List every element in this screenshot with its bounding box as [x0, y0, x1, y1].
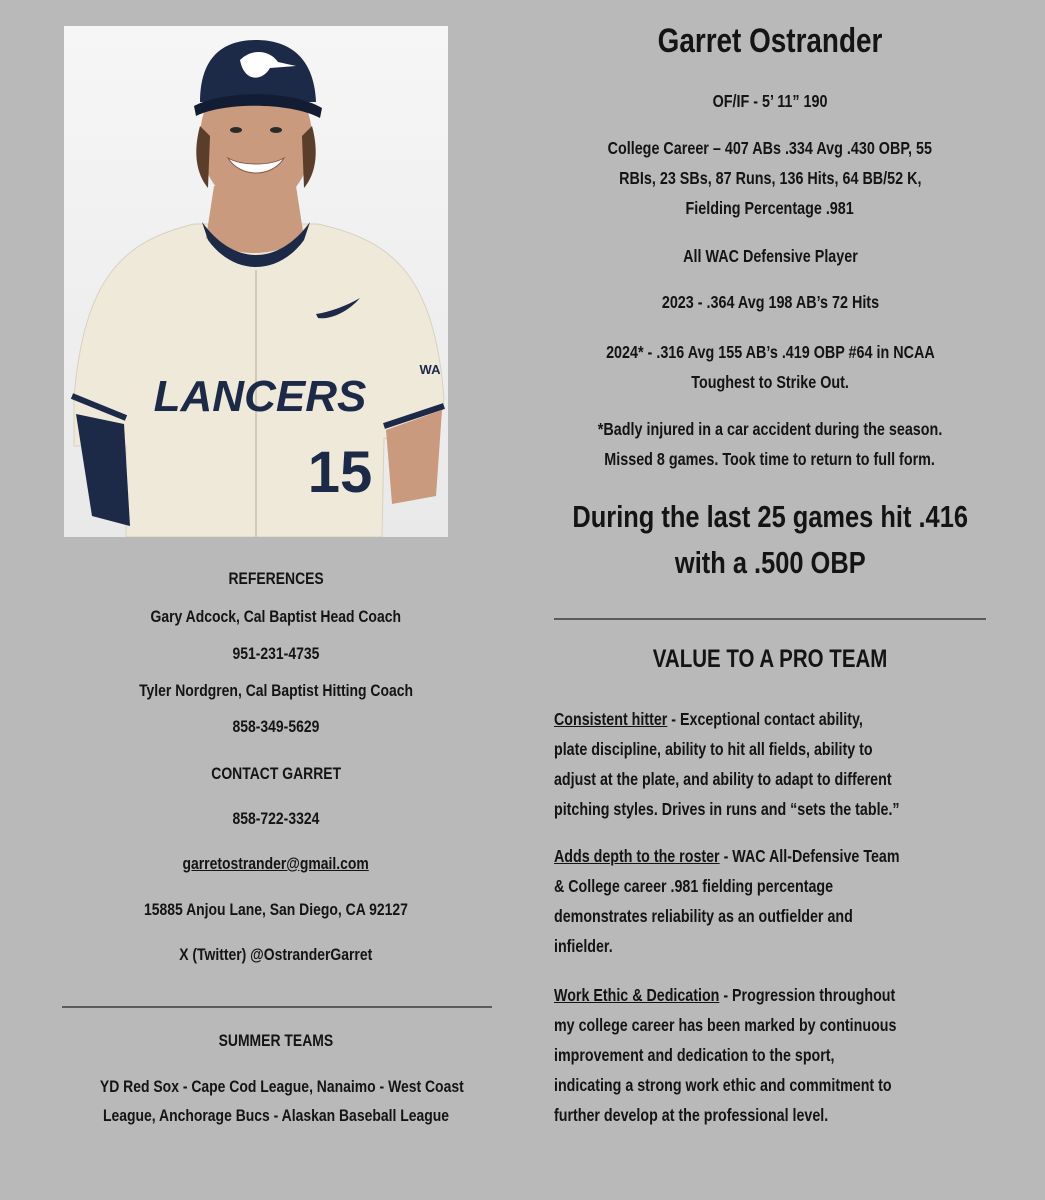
reference-1-name: Gary Adcock, Cal Baptist Head Coach	[150, 607, 402, 626]
value-item-consistent-hitter: Consistent hitter - Exceptional contact ability, plate discipline, ability to hit all fields, ability to adjust at the plate, and ability to adapt to different pitching styles. Drives in runs and “sets the table.”	[554, 709, 900, 819]
reference-2-phone[interactable]: 858-349-5629	[232, 717, 320, 736]
season-2023: 2023 - .364 Avg 198 AB’s 72 Hits	[661, 292, 879, 312]
player-photo-illustration	[64, 26, 448, 537]
divider-left	[62, 1006, 492, 1008]
value-item-roster-depth: Adds depth to the roster - WAC All-Defensive Team & College career .981 fielding percentage demonstrates reliability as an outfielder and infielder.	[554, 846, 900, 956]
career-stats: College Career – 407 ABs .334 Avg .430 OBP, 55 RBIs, 23 SBs, 87 Runs, 136 Hits, 64 BB/52 K, Fielding Percentage .981	[607, 138, 933, 218]
divider-right	[554, 618, 986, 620]
contact-phone[interactable]: 858-722-3324	[232, 809, 320, 828]
summer-heading: SUMMER TEAMS	[218, 1031, 334, 1050]
sleeve-patch: WA	[419, 362, 441, 377]
reference-2-name: Tyler Nordgren, Cal Baptist Hitting Coach	[139, 681, 413, 700]
injury-note: *Badly injured in a car accident during the season. Missed 8 games. Took time to return to full form.	[597, 419, 943, 469]
player-photo	[64, 26, 448, 537]
jersey-text: LANCERS	[153, 372, 367, 421]
summer-line-1: YD Red Sox - Cape Cod League, Nanaimo - West Coast	[99, 1077, 464, 1096]
reference-1-phone[interactable]: 951-231-4735	[232, 644, 320, 663]
jersey-number: 15	[307, 440, 373, 505]
contact-heading: CONTACT GARRET	[211, 764, 341, 783]
highlight-stat: During the last 25 games hit .416 with a .500 OBP	[572, 499, 968, 580]
award: All WAC Defensive Player	[682, 246, 858, 266]
value-heading: VALUE TO A PRO TEAM	[652, 645, 888, 673]
value-item-work-ethic: Work Ethic & Dedication - Progression throughout my college career has been marked by continuous improvement and dedication to the sport, indicating a strong work ethic and commitment to further develop at the professional level.	[554, 985, 897, 1125]
player-name: Garret Ostrander	[657, 22, 883, 60]
references-heading: REFERENCES	[228, 569, 324, 588]
contact-address: 15885 Anjou Lane, San Diego, CA 92127	[144, 900, 408, 919]
contact-email-link[interactable]: garretostrander@gmail.com	[182, 854, 370, 873]
summer-line-2: League, Anchorage Bucs - Alaskan Baseball League	[102, 1106, 450, 1125]
contact-twitter[interactable]: X (Twitter) @OstranderGarret	[179, 945, 373, 964]
position-size: OF/IF - 5’ 11” 190	[712, 91, 828, 111]
season-2024: 2024* - .316 Avg 155 AB’s .419 OBP #64 in NCAA Toughest to Strike Out.	[605, 342, 935, 392]
